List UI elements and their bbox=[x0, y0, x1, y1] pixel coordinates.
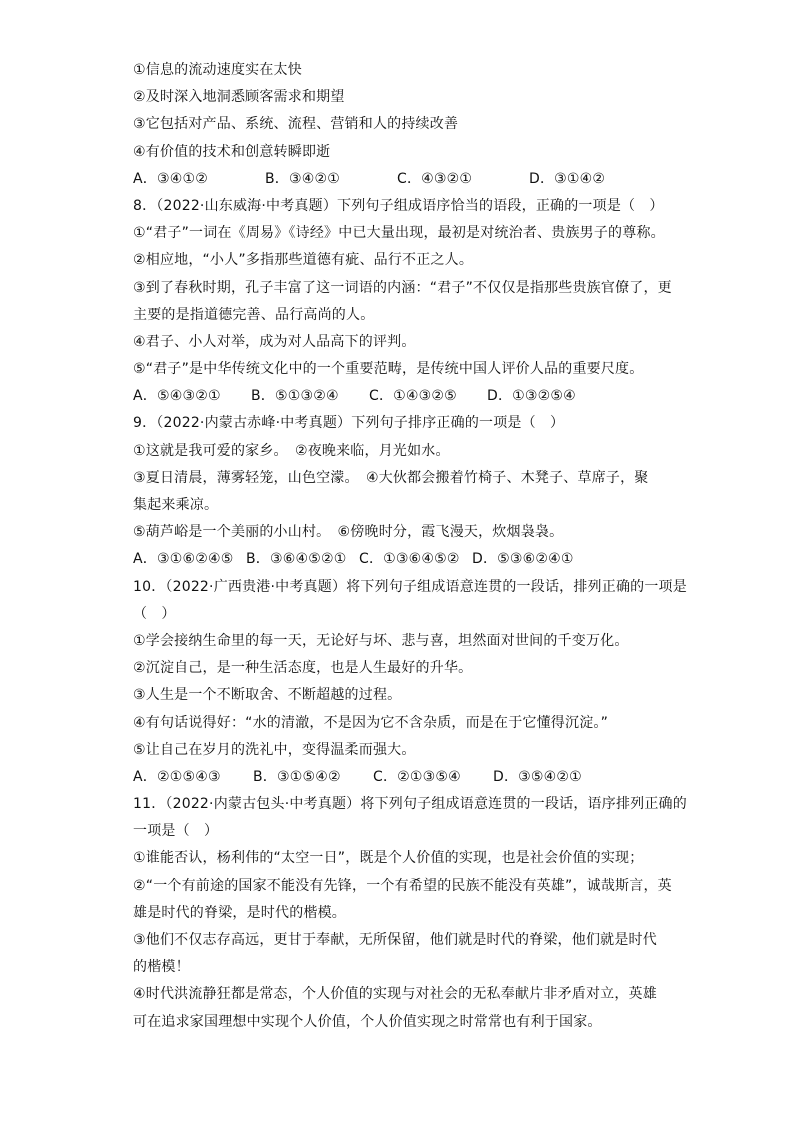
document-page bbox=[133, 57, 687, 1036]
q10-options bbox=[133, 764, 663, 791]
q8-item-5: ⑤“君子”是中华传统文化中的一个重要范畴，是传统中国人评价人品的重要尺度。 bbox=[133, 361, 644, 378]
question-7 bbox=[133, 57, 663, 193]
q7-item-1: ①信息的流动速度实在太快 bbox=[133, 62, 302, 78]
q9-item-2-cont: 集起来乘凉。 bbox=[133, 497, 219, 513]
q8-options bbox=[133, 383, 663, 410]
q11-item-1: ①谁能否认，杨利伟的“太空一日”，既是个人价值的实现，也是社会价值的实现； bbox=[133, 850, 644, 867]
q7-option-d[interactable]: D．③①④② bbox=[529, 170, 606, 187]
q10-item-4: ④有句话说得好：“水的清澈，不是因为它不含杂质，而是在于它懂得沉淀。” bbox=[133, 714, 609, 731]
q9-item-2: ③夏日清晨，薄雾轻笼，山色空濛。 ④大伙都会搬着竹椅子、木凳子、草席子，聚 bbox=[133, 469, 649, 486]
q9-stem: 9．（2022·内蒙古赤峰·中考真题）下列句子排序正确的一项是（ ） bbox=[133, 415, 565, 432]
question-8 bbox=[133, 193, 672, 411]
q8-item-4: ④君子、小人对举，成为对人品高下的评判。 bbox=[133, 333, 416, 350]
q9-option-c[interactable]: C．①③⑥④⑤② bbox=[359, 551, 460, 568]
q10-stem: 10．（2022·广西贵港·中考真题）将下列句子组成语意连贯的一段话，排列正确的一项是 bbox=[133, 578, 687, 595]
q9-options bbox=[133, 546, 663, 573]
q8-option-d[interactable]: D．①③②⑤④ bbox=[487, 388, 576, 405]
q8-stem: 8．（2022·山东威海·中考真题）下列句子组成语序恰当的语段，正确的一项是（ ） bbox=[133, 197, 664, 214]
q11-stem-cont: 一项是（ ） bbox=[133, 823, 219, 840]
q8-item-1: ①“君子”一词在《周易》《诗经》中已大量出现，最初是对统治者、贵族男子的尊称。 bbox=[133, 225, 665, 242]
question-9 bbox=[133, 410, 663, 573]
q8-option-c[interactable]: C．①④③②⑤ bbox=[369, 388, 457, 405]
q8-option-b[interactable]: B．⑤①③②④ bbox=[251, 388, 339, 405]
q10-option-c[interactable]: C．②①③⑤④ bbox=[373, 768, 461, 785]
q8-item-3: ③到了春秋时期，孔子丰富了这一词语的内涵：“君子”不仅仅是指那些贵族官僚了，更 bbox=[133, 279, 672, 296]
q9-item-3: ⑤葫芦峪是一个美丽的小山村。 ⑥傍晚时分，霞飞漫天，炊烟袅袅。 bbox=[133, 524, 564, 541]
q8-item-2: ②相应地，“小人”多指那些道德有疵、品行不正之人。 bbox=[133, 252, 474, 269]
q7-option-b[interactable]: B．③④②① bbox=[265, 170, 341, 187]
q7-item-2: ②及时深入地洞悉顾客需求和期望 bbox=[133, 89, 345, 106]
q11-item-2-cont: 雄是时代的脊梁，是时代的楷模。 bbox=[133, 904, 346, 921]
q11-item-3: ③他们不仅志存高远，更甘于奉献，无所保留，他们就是时代的脊梁，他们就是时代 bbox=[133, 932, 657, 948]
q9-option-a[interactable]: A．③①⑥②④⑤ bbox=[133, 551, 234, 568]
q9-option-b[interactable]: B．③⑥④⑤②① bbox=[246, 551, 347, 568]
q7-option-a[interactable]: A．③④①② bbox=[133, 170, 208, 187]
q11-item-4: ④时代洪流静狂都是常态，个人价值的实现与对社会的无私奉献片非矛盾对立，英雄 bbox=[133, 986, 657, 1003]
q7-item-4: ④有价值的技术和创意转瞬即逝 bbox=[133, 143, 331, 160]
q7-item-3: ③它包括对产品、系统、流程、营销和人的持续改善 bbox=[133, 116, 459, 133]
q10-item-5: ⑤让自己在岁月的洗礼中，变得温柔而强大。 bbox=[133, 741, 416, 758]
q10-stem-cont: （ ） bbox=[133, 605, 176, 622]
q9-item-1: ①这就是我可爱的家乡。 ②夜晚来临，月光如水。 bbox=[133, 442, 450, 459]
q10-item-2: ②沉淀自己，是一种生活态度，也是人生最好的升华。 bbox=[133, 660, 473, 677]
q10-option-b[interactable]: B．③①⑤④② bbox=[253, 768, 341, 785]
q11-item-2: ②“一个有前途的国家不能没有先锋，一个有希望的民族不能没有英雄”，诚哉斯言，英 bbox=[133, 877, 672, 894]
q11-item-3-cont: 的楷模！ bbox=[133, 959, 190, 976]
q11-item-4-cont: 可在追求家国理想中实现个人价值，个人价值实现之时常常也有利于国家。 bbox=[133, 1013, 602, 1030]
q9-option-d[interactable]: D．⑤③⑥②④① bbox=[472, 551, 574, 568]
q8-option-a[interactable]: A．⑤④③②① bbox=[133, 388, 221, 405]
question-11 bbox=[133, 791, 687, 1036]
q10-option-d[interactable]: D．③⑤④②① bbox=[493, 768, 582, 785]
q10-item-1: ①学会接纳生命里的每一天，无论好与坏、悲与喜，坦然面对世间的千变万化。 bbox=[133, 632, 629, 649]
q7-options bbox=[133, 166, 663, 193]
q10-item-3: ③人生是一个不断取舍、不断超越的过程。 bbox=[133, 687, 402, 704]
question-10 bbox=[133, 574, 687, 792]
q8-item-3-cont: 主要的是指道德完善、品行高尚的人。 bbox=[133, 306, 375, 323]
q7-option-c[interactable]: C．④③②① bbox=[397, 170, 473, 187]
q11-stem: 11．（2022·内蒙古包头·中考真题）将下列句子组成语意连贯的一段话，语序排列正确的 bbox=[133, 796, 687, 813]
q10-option-a[interactable]: A．②①⑤④③ bbox=[133, 768, 221, 785]
